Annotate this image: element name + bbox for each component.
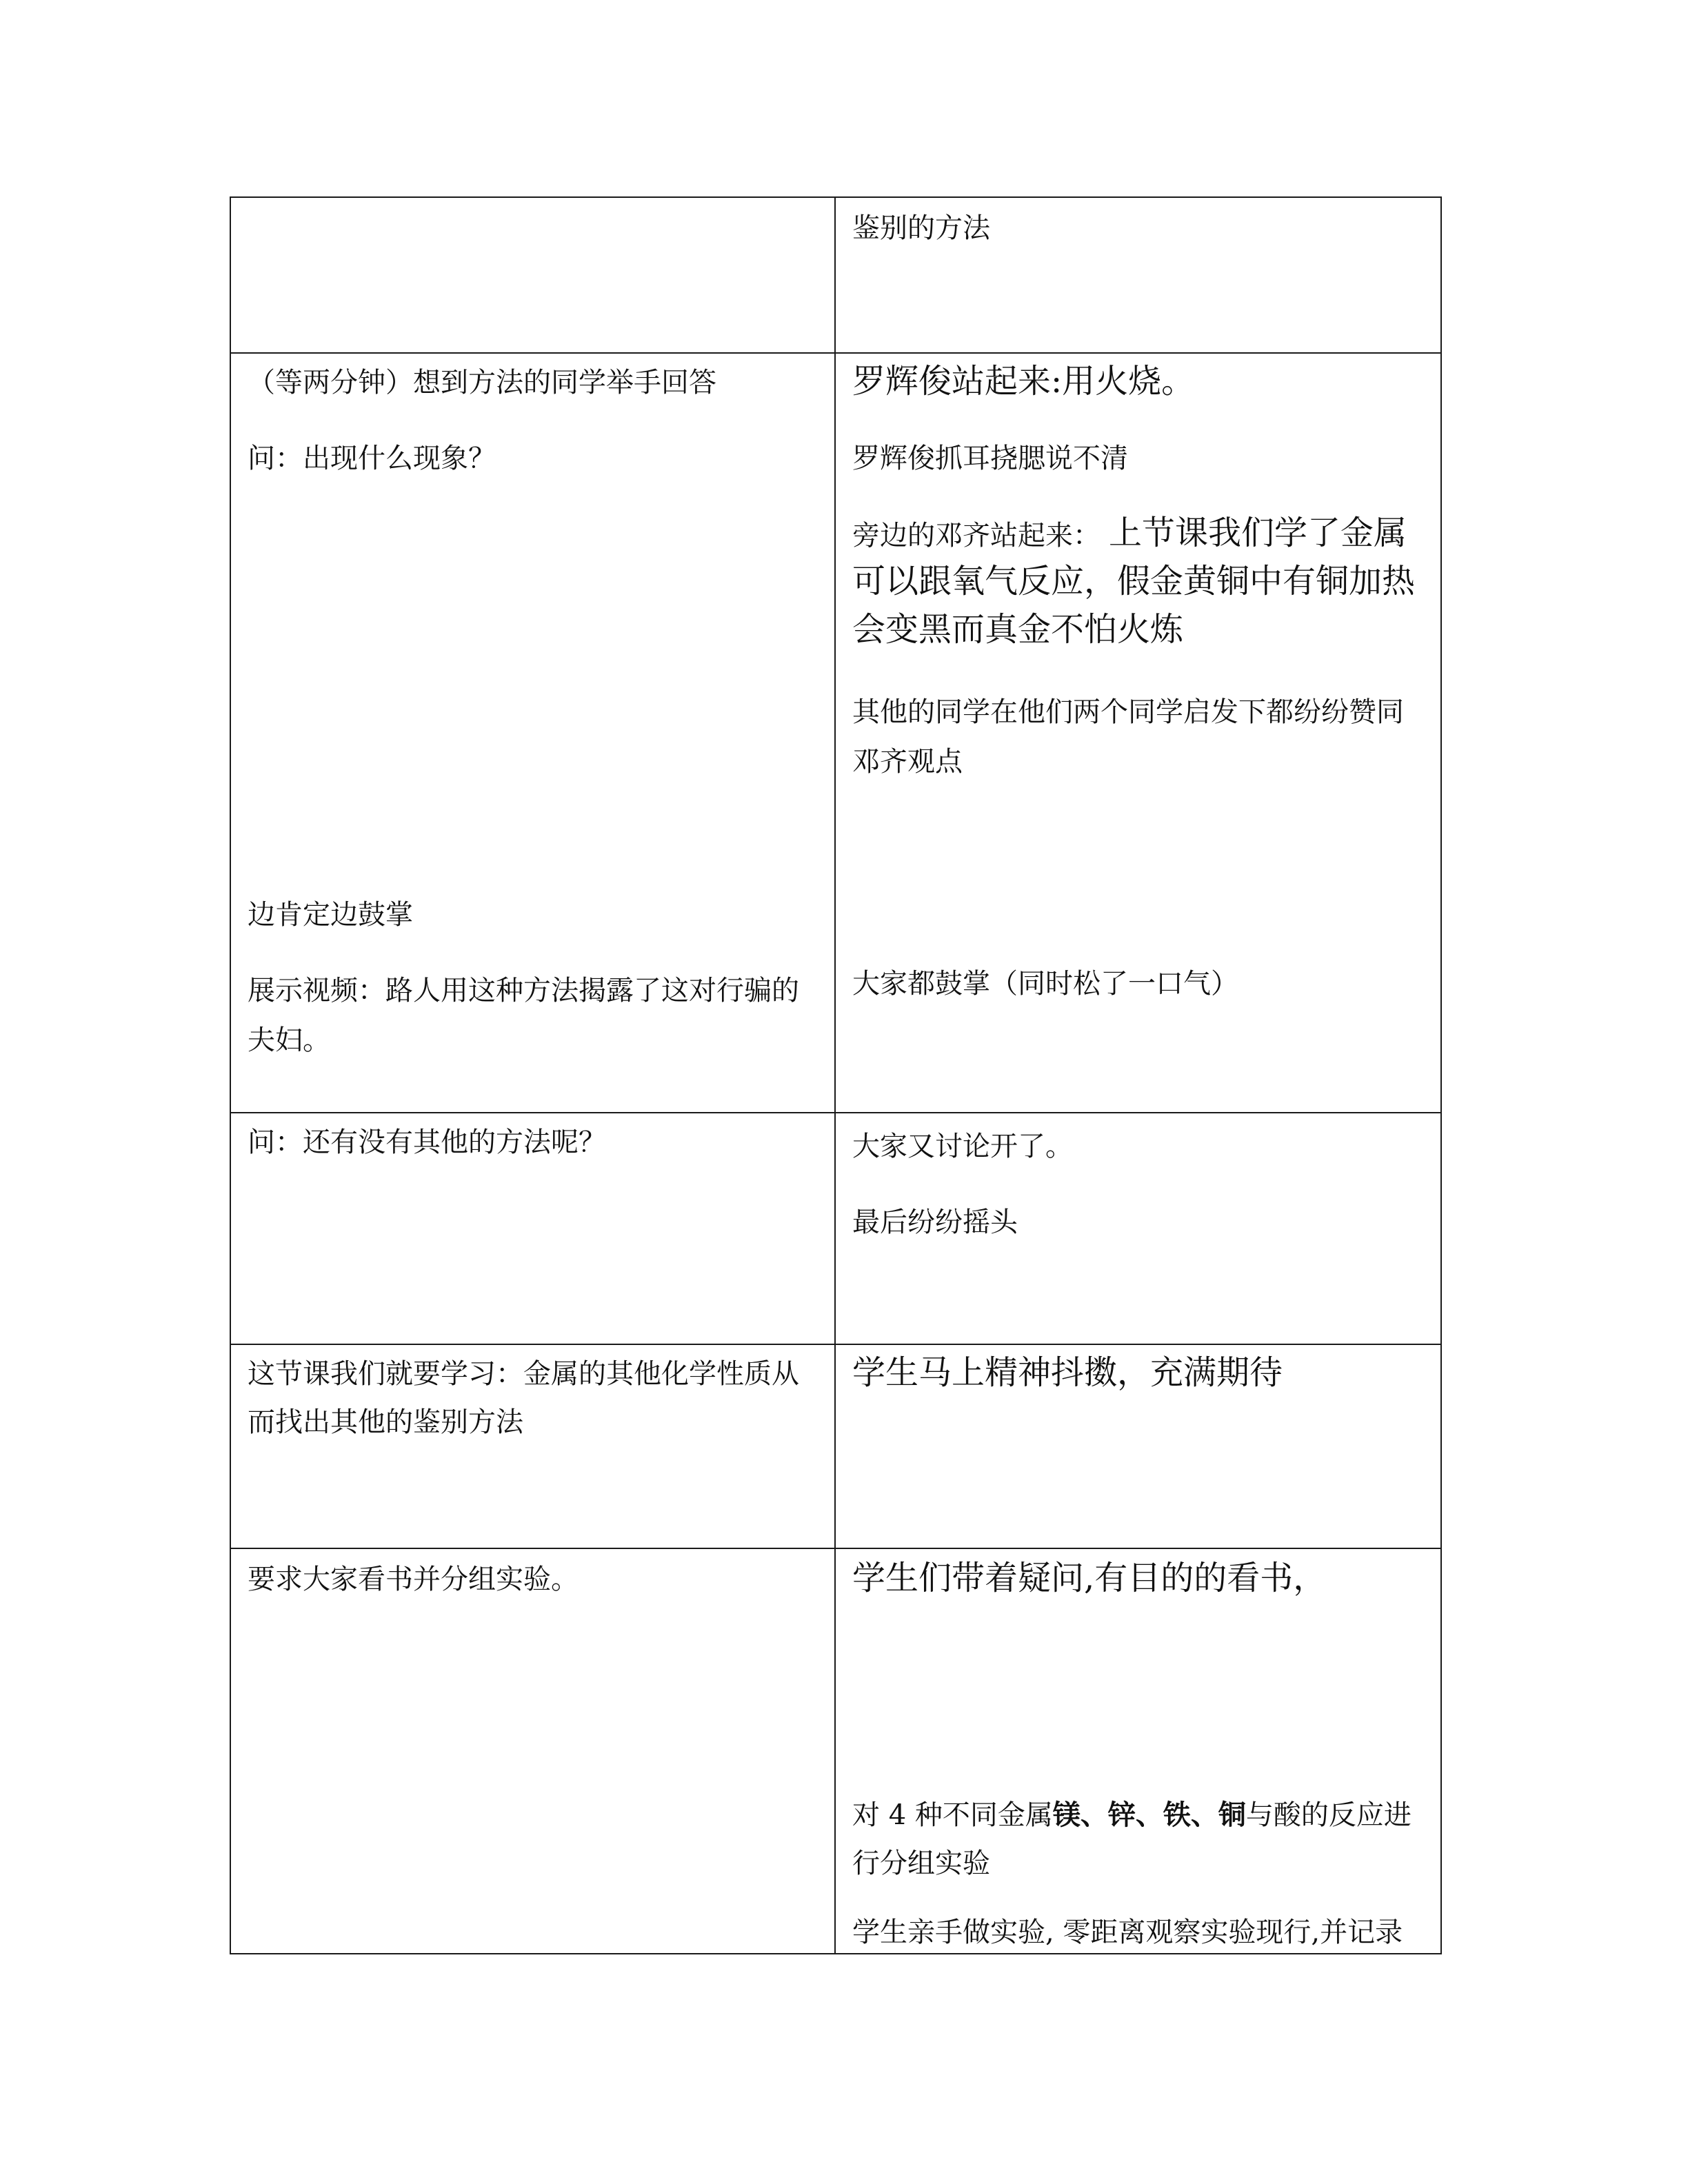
cell-text-part: 与酸的反应进 [1245,1799,1411,1831]
table-row [230,1344,1441,1548]
lesson-table [230,196,1442,1954]
cell-text: 其他的同学在他们两个同学启发下都纷纷赞同 [852,696,1404,728]
cell-text: 学生们带着疑问,有目的的看书， [852,1559,1327,1597]
cell-text: 鉴别的方法 [852,212,990,244]
cell-text-part: 对 4 种不同金属 [852,1799,1053,1831]
cell-text: 这节课我们就要学习：金属的其他化学性质从 [248,1358,799,1390]
cell-text: 罗辉俊站起来:用火烧。 [852,362,1195,401]
student-cell [835,1344,1441,1548]
student-cell [835,353,1441,1113]
cell-text: 问：出现什么现象？ [248,443,496,474]
teacher-cell [230,353,835,1113]
cell-text: 边肯定边鼓掌 [248,899,413,931]
teacher-cell [230,1344,835,1548]
cell-text: 最后纷纷摇头 [852,1206,1018,1238]
cell-text [852,1790,1411,1840]
student-cell [835,197,1441,353]
cell-text: 大家都鼓掌（同时松了一口气） [852,968,1238,1000]
cell-text: 上节课我们学了金属 [1108,514,1407,552]
table-row [230,1113,1441,1344]
teacher-cell [230,197,835,353]
student-cell [835,1113,1441,1344]
metals-list: 镁、锌、铁、铜 [1052,1799,1246,1831]
student-cell [835,1548,1441,1954]
cell-text: 而找出其他的鉴别方法 [248,1406,523,1438]
cell-text: 旁边的邓齐站起来： [852,520,1101,552]
table-row [230,1548,1441,1954]
cell-text: 展示视频：路人用这种方法揭露了这对行骗的 [248,975,799,1007]
cell-text: 邓齐观点 [852,746,963,778]
cell-text: 夫妇。 [248,1024,330,1056]
cell-text: 会变黑而真金不怕火炼 [852,610,1183,649]
cell-text: 罗辉俊抓耳挠腮说不清 [852,443,1128,474]
cell-text: 行分组实验 [852,1848,990,1879]
cell-text: 学生马上精神抖擞，充满期待 [852,1353,1283,1392]
table-row [230,197,1441,353]
table-row [230,353,1441,1113]
cell-text: 学生亲手做实验, 零距离观察实验现行,并记录 [852,1917,1403,1948]
teacher-cell [230,1548,835,1954]
cell-text: 要求大家看书并分组实验。 [248,1564,579,1595]
cell-text: 问：还有没有其他的方法呢？ [248,1126,606,1158]
cell-text: 大家又讨论开了。 [852,1131,1073,1162]
cell-text: （等两分钟）想到方法的同学举手回答 [248,367,716,398]
teacher-cell [230,1113,835,1344]
cell-text: 可以跟氧气反应，假金黄铜中有铜加热 [852,562,1415,600]
